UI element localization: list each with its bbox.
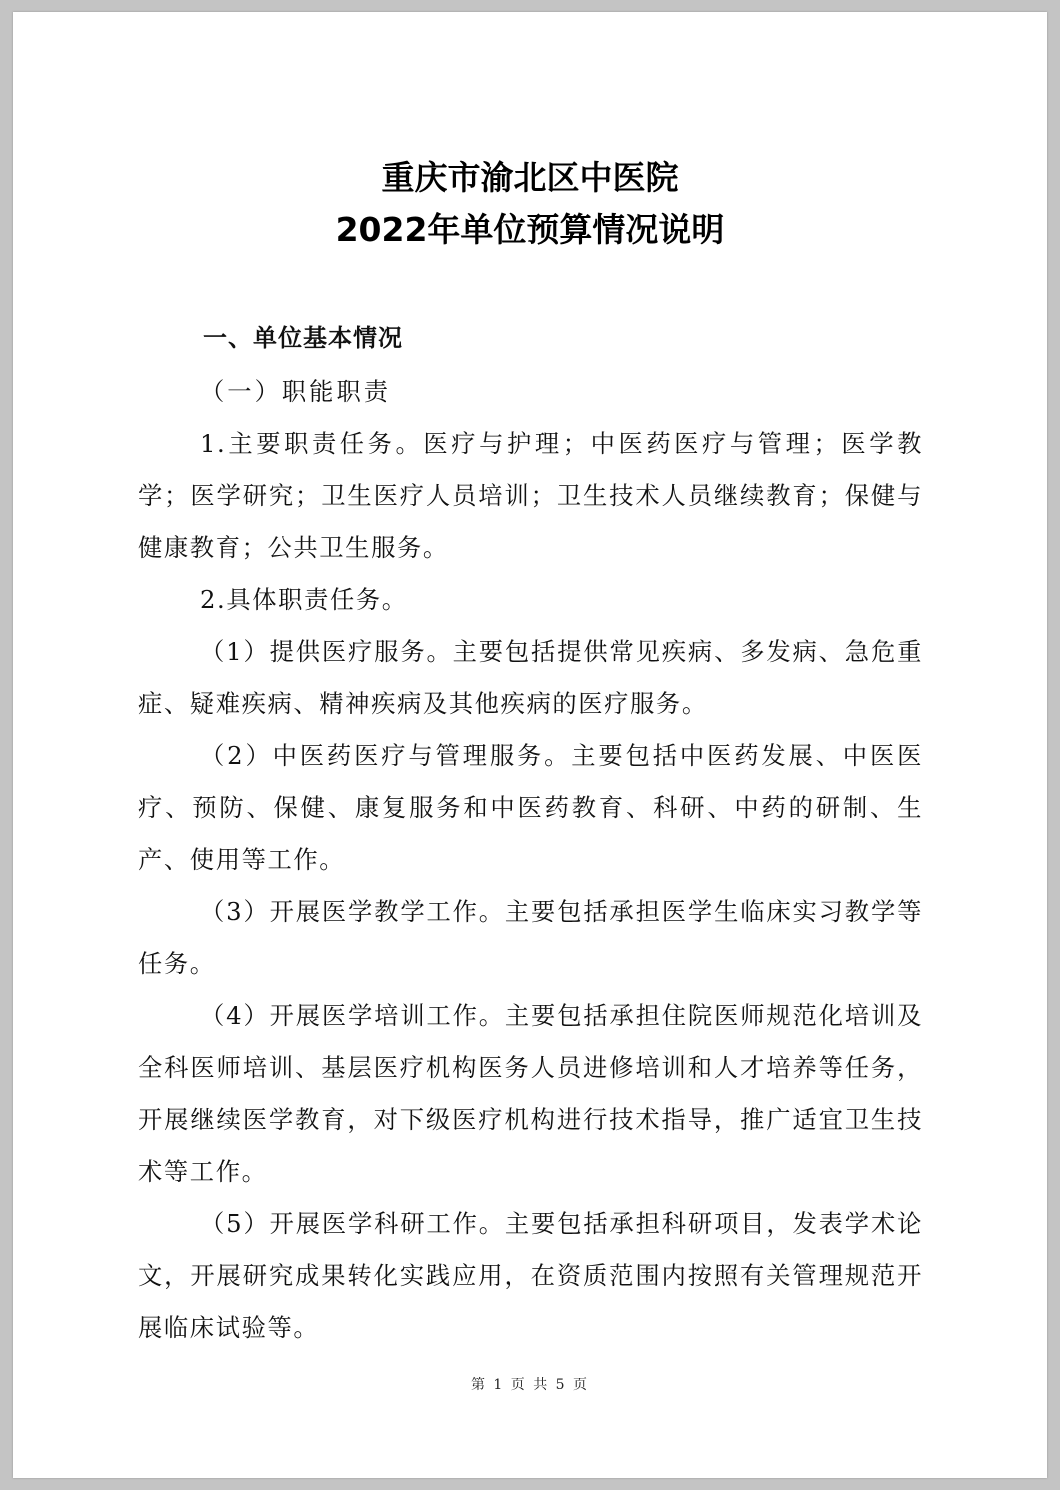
paragraph-duty-5: （5）开展医学科研工作。主要包括承担科研项目，发表学术论文，开展研究成果转化实践应用，在资质范围内按照有关管理规范开展临床试验等。 [138, 1209, 923, 1342]
paragraph-duty-1: （1）提供医疗服务。主要包括提供常见疾病、多发病、急危重症、疑难疾病、精神疾病及其他疾病的医疗服务。 [138, 637, 923, 718]
paragraph-duty-2: （2）中医药医疗与管理服务。主要包括中医药发展、中医医疗、预防、保健、康复服务和中医药教育、科研、中药的研制、生产、使用等工作。 [138, 741, 923, 874]
section1-heading: 一、单位基本情况 [203, 324, 403, 352]
page-number: 第 1 页 共 5 页 [470, 1377, 590, 1393]
paragraph-duty-4: （4）开展医学培训工作。主要包括承担住院医师规范化培训及全科医师培训、基层医疗机构医务人员进修培训和人才培养等任务，开展继续医学教育，对下级医疗机构进行技术指导，推广适宜卫生技术等工作。 [138, 1001, 923, 1186]
document-title-line2: 2022年单位预算情况说明 [335, 210, 725, 249]
document-title-line1: 重庆市渝北区中医院 [381, 158, 679, 197]
paragraph-main-duties: 1.主要职责任务。医疗与护理；中医药医疗与管理；医学教学；医学研究；卫生医疗人员培训；卫生技术人员继续教育；保健与健康教育；公共卫生服务。 [138, 429, 923, 562]
paragraph-duty-3: （3）开展医学教学工作。主要包括承担医学生临床实习教学等任务。 [138, 897, 923, 978]
subsection1-heading: （一）职能职责 [200, 377, 392, 406]
paragraph-specific-duties: 2.具体职责任务。 [200, 585, 408, 614]
document-page [13, 12, 1047, 1478]
